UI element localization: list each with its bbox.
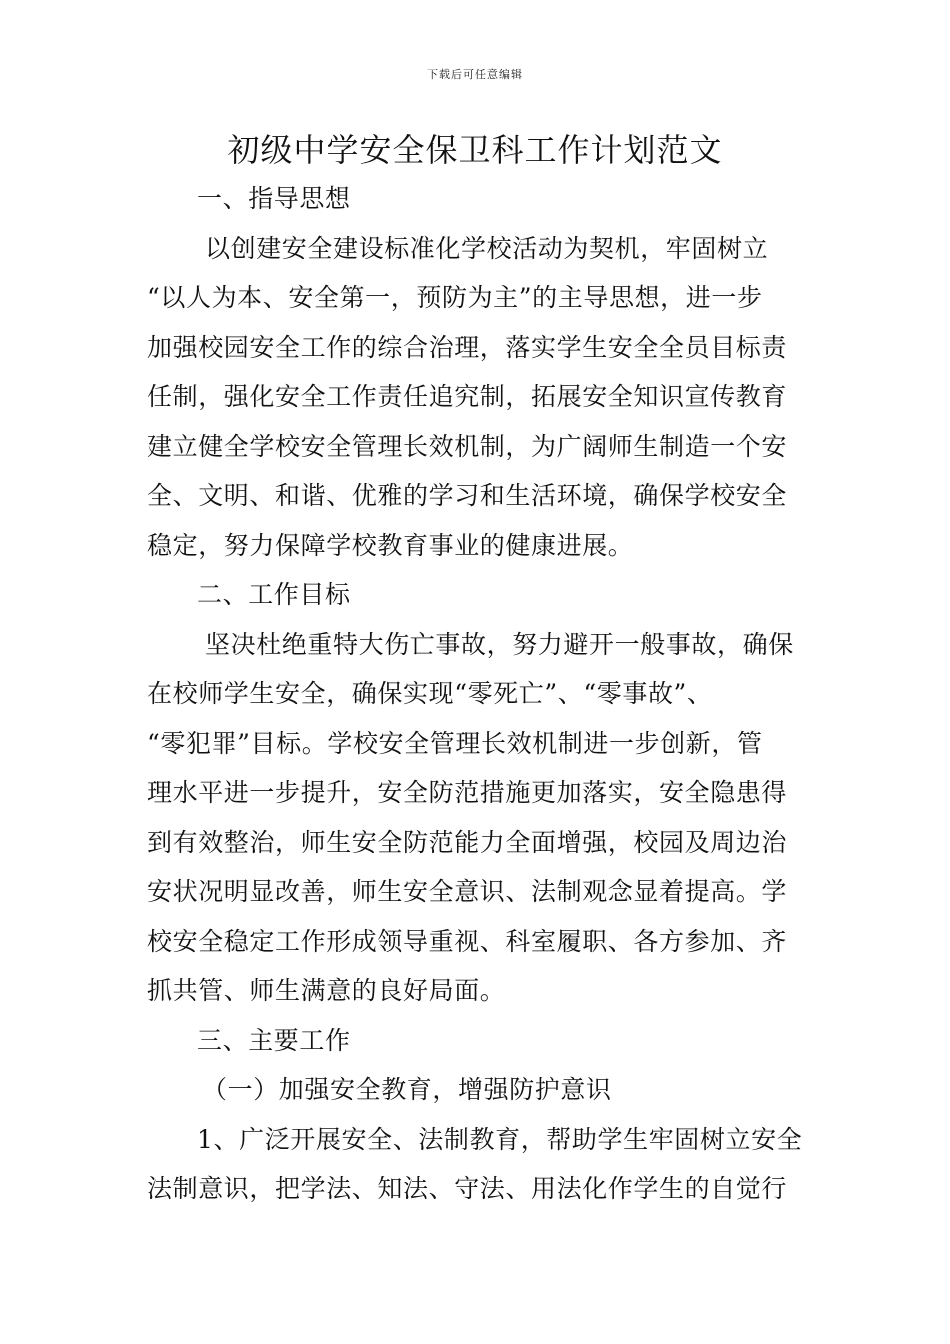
paragraph-line: 在校师学生安全，确保实现“零死亡”、“零事故”、 <box>147 679 713 708</box>
document-title: 初级中学安全保卫科工作计划范文 <box>227 131 723 169</box>
paragraph-line: 稳定，努力保障学校教育事业的健康进展。 <box>147 530 634 560</box>
paragraph-line: 任制，强化安全工作责任追究制，拓展安全知识宣传教育 <box>147 382 788 411</box>
section-heading-main-work: 三、主要工作 <box>197 1025 351 1055</box>
paragraph-line: 坚决杜绝重特大伤亡事故，努力避开一般事故，确保 <box>205 629 794 659</box>
paragraph-line: 加强校园安全工作的综合治理，落实学生安全全员目标责 <box>147 332 788 362</box>
document-body <box>147 174 812 1214</box>
section-heading-guiding-ideology: 一、指导思想 <box>197 184 351 213</box>
paragraph-line: 法制意识，把学法、知法、守法、用法化作学生的自觉行 <box>147 1174 788 1203</box>
paragraph-line: 抓共管、师生满意的良好局面。 <box>147 976 506 1005</box>
subsection-heading: （一）加强安全教育，增强防护意识 <box>202 1075 612 1104</box>
section-heading-work-goals: 二、工作目标 <box>197 580 351 609</box>
paragraph-line: 理水平进一步提升，安全防范措施更加落实，安全隐患得 <box>147 778 788 807</box>
paragraph-line: 安状况明显改善，师生安全意识、法制观念显着提高。学 <box>147 877 788 906</box>
paragraph-line: 校安全稳定工作形成领导重视、科室履职、各方参加、齐 <box>147 926 788 956</box>
list-item-line: 1、广泛开展安全、法制教育，帮助学生牢固树立安全 <box>197 1124 803 1154</box>
paragraph-line: 全、文明、和谐、优雅的学习和生活环境，确保学校安全 <box>147 481 788 510</box>
paragraph-line: “以人为本、安全第一，预防为主”的主导思想，进一步 <box>147 283 763 312</box>
paragraph-line: “零犯罪”目标。学校安全管理长效机制进一步创新，管 <box>147 728 763 758</box>
paragraph-line: 建立健全学校安全管理长效机制，为广阔师生制造一个安 <box>147 431 788 461</box>
paragraph-line: 到有效整治，师生安全防范能力全面增强，校园及周边治 <box>147 827 788 857</box>
header-note: 下载后可任意编辑 <box>427 68 523 81</box>
paragraph-line: 以创建安全建设标准化学校活动为契机，牢固树立 <box>205 233 769 263</box>
